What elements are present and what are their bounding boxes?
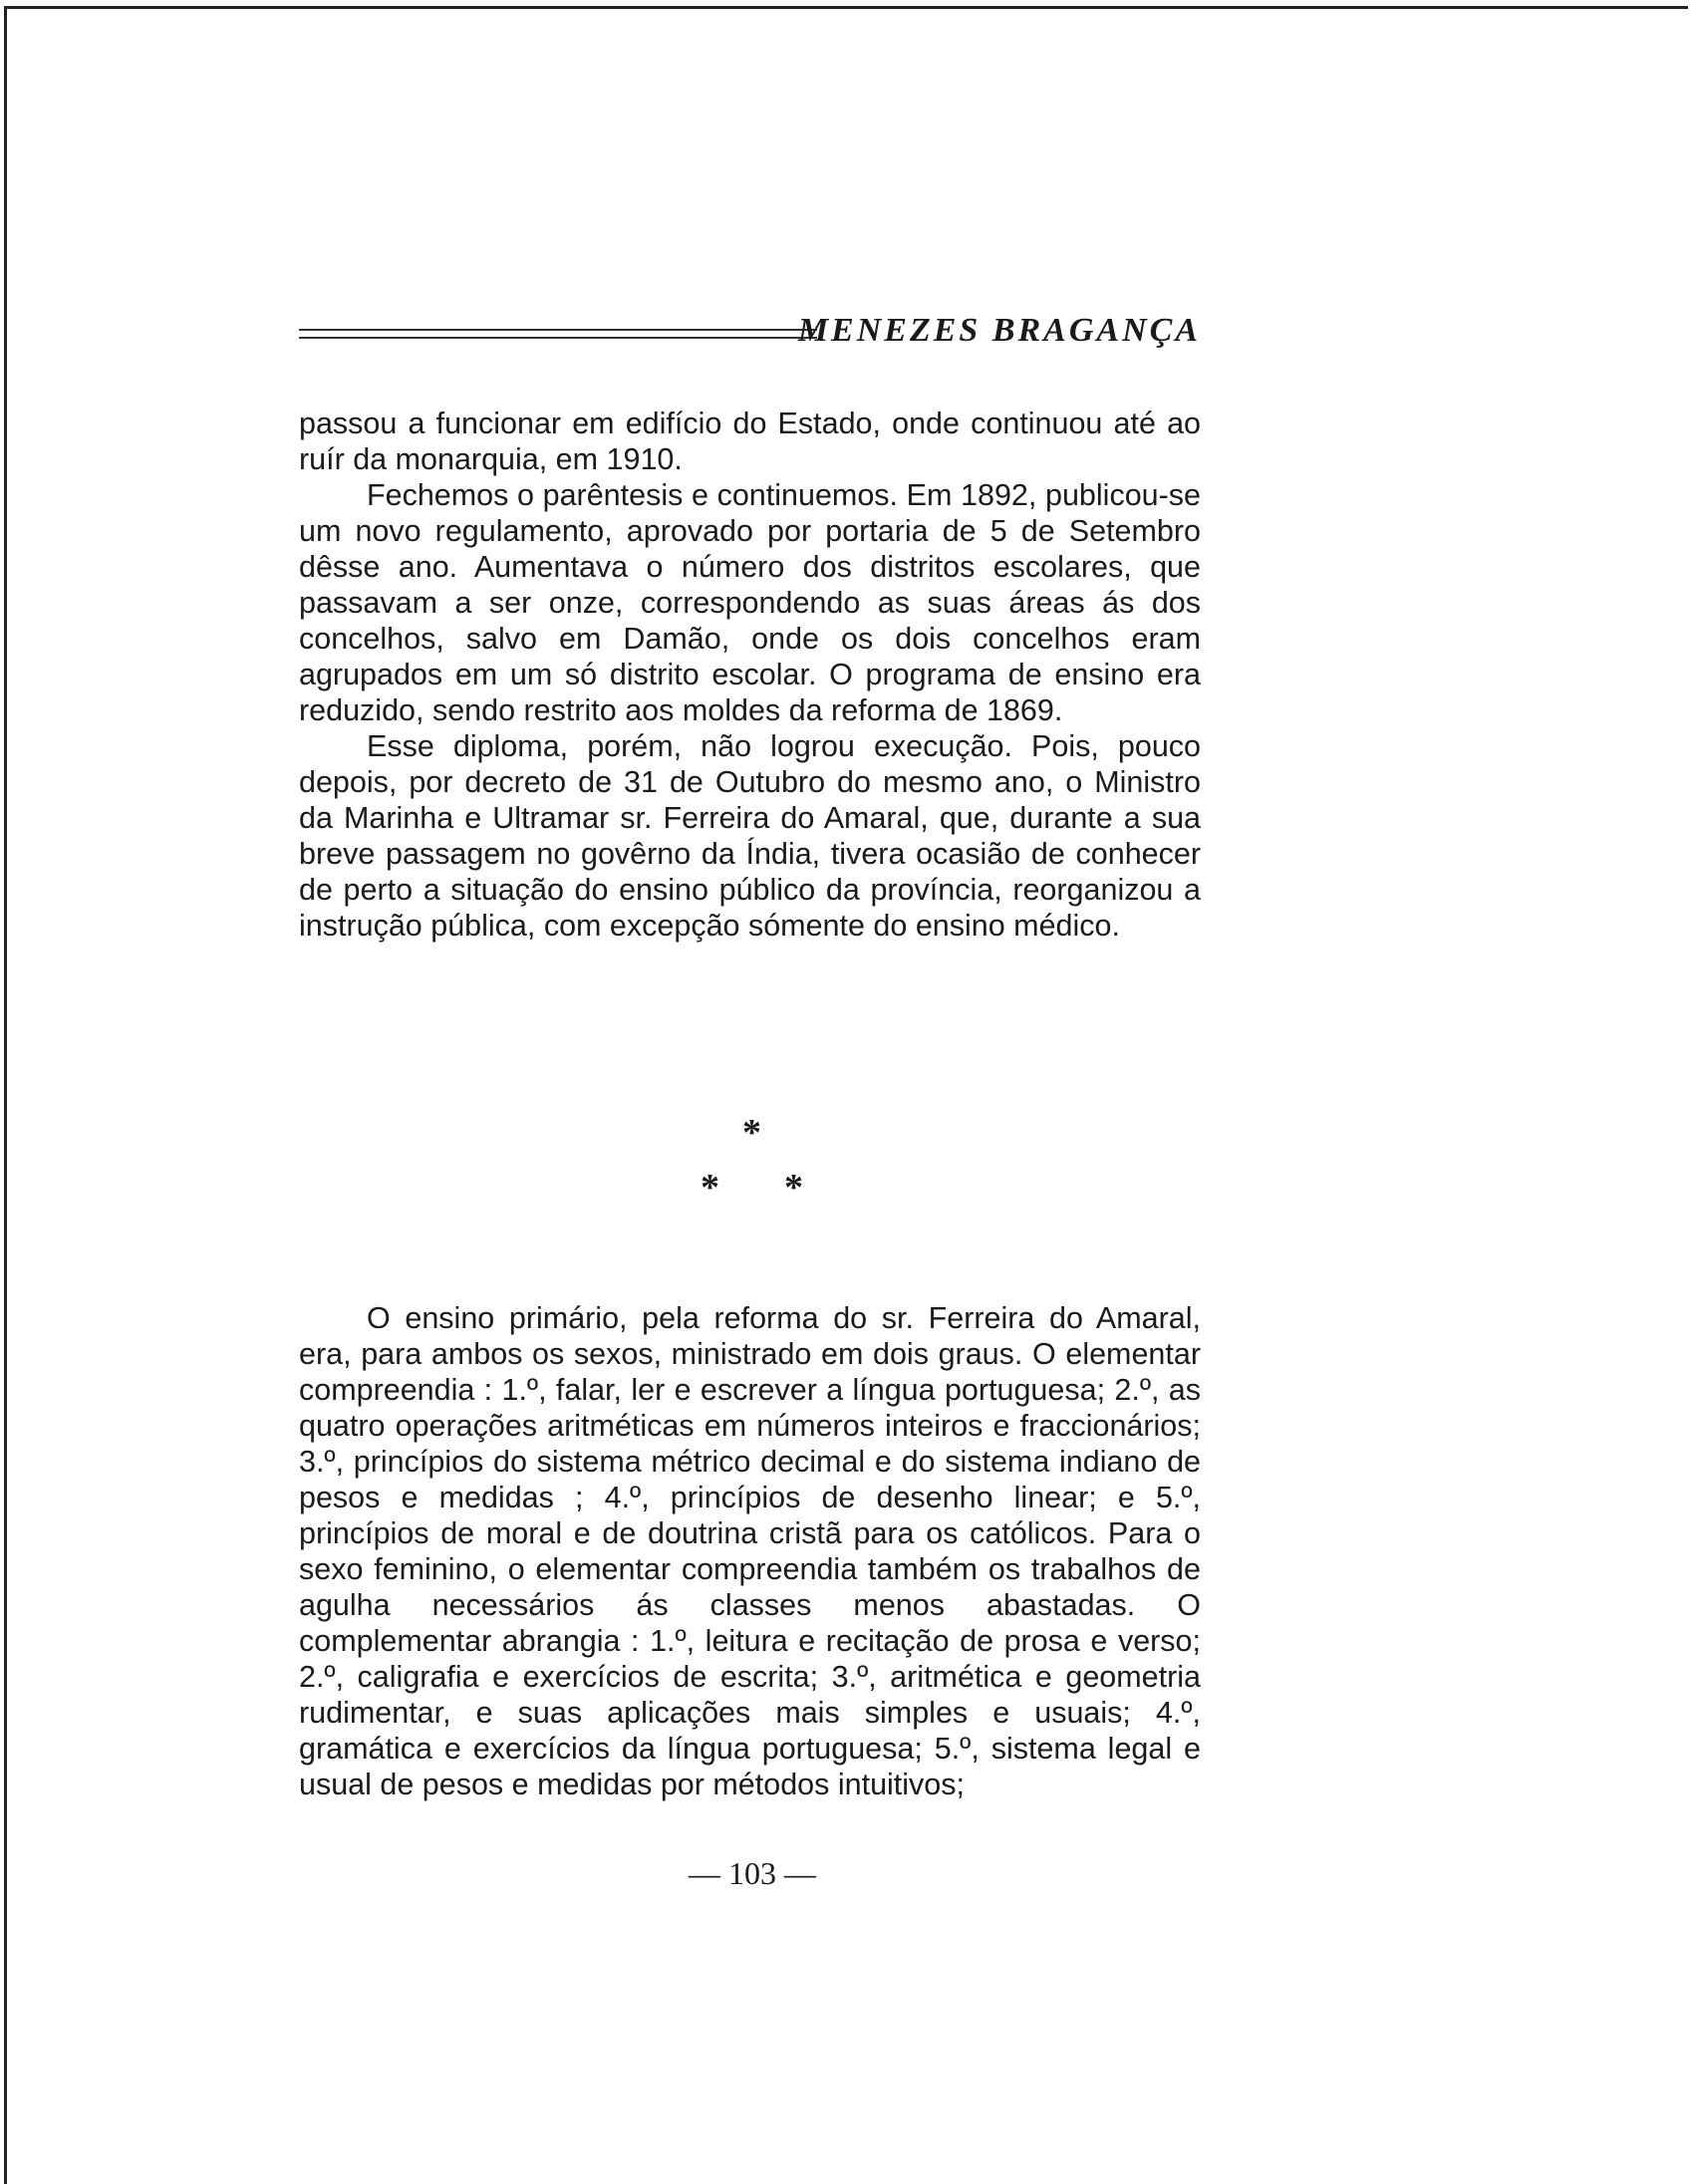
asterisk-glyph: *	[701, 1167, 719, 1209]
paragraph: O ensino primário, pela reforma do sr. Ferreira do Amaral, era, para ambos os sexos, ministrado em dois graus. O elementar compreendia : 1.º, falar, ler e escrever a língua portuguesa; 2.º, as quatro operações aritméticas em números inteiros e fraccionários; 3.º, princípios do sistema métrico decimal e do sistema indiano de pesos e medidas ; 4.º, princípios de desenho linear; e 5.º, princípios de moral e de doutrina cristã para os católicos. Para o sexo feminino, o elementar compreendia também os trabalhos de agulha necessários ás classes menos abastadas. O complementar abrangia : 1.º, leitura e recitação de prosa e verso; 2.º, caligrafia e exercícios de escrita; 3.º, aritmética e geometria rudimentar, e suas aplicações mais simples e usuais; 4.º, gramática e exercícios da língua portuguesa; 5.º, sistema legal e usual de pesos e medidas por métodos intuitivos;	[299, 1301, 1201, 1801]
paragraph: Fechemos o parêntesis e continuemos. Em 1892, publicou-se um novo regulamento, aprovado por portaria de 5 de Setembro dêsse ano. Aumentava o número dos distritos escolares, que passavam a ser onze, correspondendo as suas áreas ás dos concelhos, salvo em Damão, onde os dois concelhos eram agrupados em um só distrito escolar. O programa de ensino era reduzido, sendo restrito aos moldes da reforma de 1869.	[299, 478, 1201, 727]
paragraph: passou a funcionar em edifício do Estado, onde continuou até ao ruír da monarquia, em 1910.	[299, 407, 1201, 476]
asterisk-glyph: *	[784, 1167, 803, 1209]
page-border-left	[4, 6, 7, 2184]
header-title: MENEZES BRAGANÇA	[797, 312, 1201, 349]
page-border-top	[4, 6, 1688, 9]
running-header	[299, 309, 1201, 353]
body-text-bottom	[299, 1300, 1201, 1802]
page-number: — 103 —	[689, 1855, 816, 1891]
section-asterism	[678, 1111, 827, 1211]
paragraph: Esse diploma, porém, não logrou execução. Pois, pouco depois, por decreto de 31 de Outubro do mesmo ano, o Ministro da Marinha e Ultramar sr. Ferreira do Amaral, que, durante a sua breve passagem no govêrno da Índia, tivera ocasião de conhecer de perto a situação do ensino público da província, reorganizou a instrução pública, com excepção sómente do ensino médico.	[299, 729, 1201, 943]
body-text-top	[299, 406, 1201, 944]
asterisk-glyph: *	[742, 1112, 761, 1154]
header-rule	[299, 329, 817, 339]
